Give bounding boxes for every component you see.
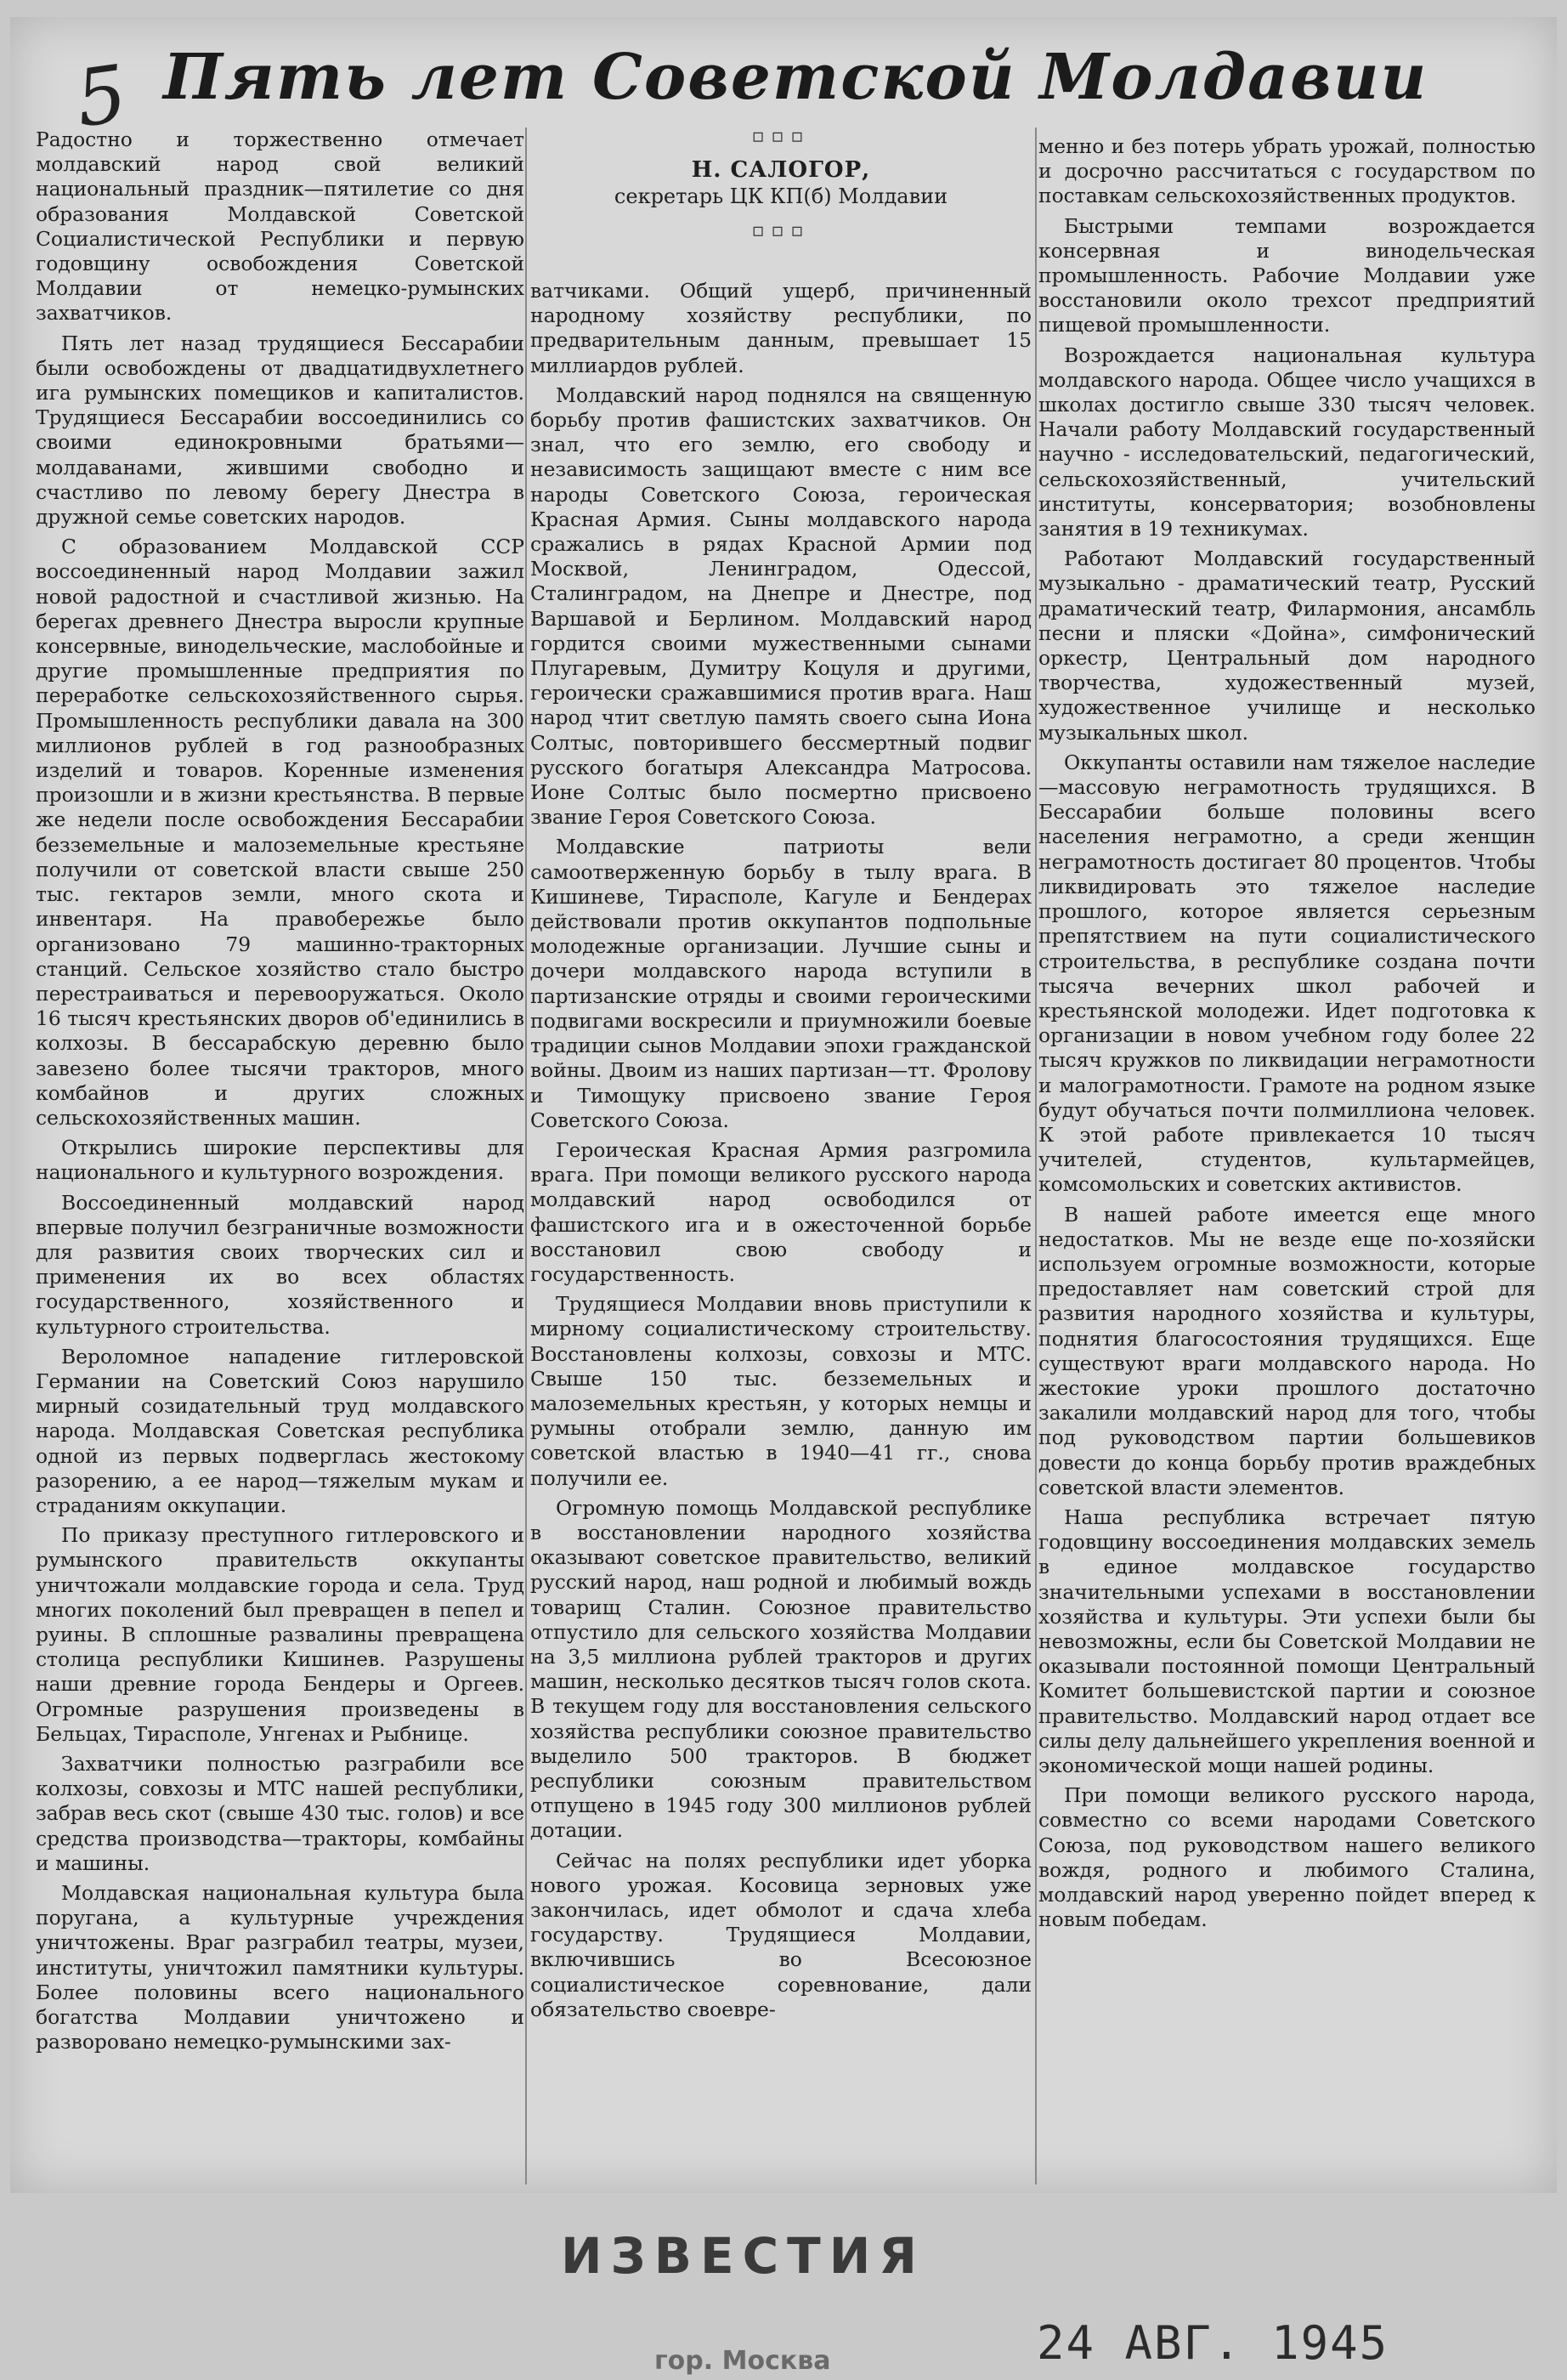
paragraph: С образованием Молдавской ССР воссоединенный народ Молдавии зажил новой радостной и счастливой жизнью. На берегах древнего Днестра выросли крупные консервные, винодельческие, маслобойные и другие промышленные предприятия по переработке сельскохозяйственного сырья. Промышленность республики давала на 300 миллионов рублей в год разнообразных изделий и товаров. Коренные изменения произошли и в жизни крестьянства. В первые же недели после освобождения Бессарабии безземельные и малоземельные крестьяне получили от советской власти свыше 250 тыс. гектаров земли, много скота и инвентаря. На правобережье было организовано 79 машинно-тракторных станций. Сельское хозяйство стало быстро перестраиваться и перевооружаться. Около 16 тысяч крестьянских дворов об'единились в колхозы. В бессарабскую деревню было завезено более тысячи тракторов, много комбайнов и других сложных сельскохозяйственных машин. [36, 535, 524, 1130]
newspaper-name-stamp: ИЗВЕСТИЯ [561, 2227, 925, 2285]
paragraph: Вероломное нападение гитлеровской Германии на Советский Союз нарушило мирный созидательный труд молдавского народа. Молдавская Советская республика одной из первых подверглась жестокому разорению, а ее народ—тяжелым мукам и страданиям оккупации. [36, 1344, 524, 1517]
paragraph: Наша республика встречает пятую годовщину воссоединения молдавских земель в единое молдавское государство значительными успехами в восстановлении хозяйства и культуры. Эти успехи были бы невозможны, если бы Советской Молдавии не оказывали постоянной помощи Центральный Комитет большевистской партии и союзное правительство. Молдавский народ отдает все силы делу дальнейшего укрепления военной и экономической мощи нашей родины. [1038, 1504, 1536, 1777]
paragraph: Открылись широкие перспективы для национального и культурного возрождения. [36, 1136, 524, 1185]
date-stamp: 24 АВГ. 1945 [1037, 2316, 1389, 2370]
paragraph: Сейчас на полях республики идет уборка нового урожая. Косовица зерновых уже закончилась, идет обмолот и сдача хлеба государству. Трудящиеся Молдавии, включившись во Всесоюзное социалистическое соревнование, дали обязательство своевре- [530, 1848, 1032, 2021]
paragraph: Героическая Красная Армия разгромила врага. При помощи великого русского народа молдавский народ освободился от фашистского ига и в ожесточенной борьбе восстановил свою свободу и государственность. [530, 1137, 1032, 1286]
paragraph: Молдавские патриоты вели самоотверженную борьбу в тылу врага. В Кишиневе, Тирасполе, Кагуле и Бендерах действовали против оккупантов подпольные молодежные организации. Лучшие сыны и дочери молдавского народа вступили в партизанские отряды и своими героическими подвигами воскресили и приумножили боевые традиции сынов Молдавии эпохи гражданской войны. Двоим из наших партизан—тт. Фролову и Тимощуку присвоено звание Героя Советского Союза. [530, 835, 1032, 1132]
paragraph: Возрождается национальная культура молдавского народа. Общее число учащихся в школах достигло свыше 330 тысяч человек. Начали работу Молдавский государственный научно - исследовательский, педагогический, сельскохозяйственный, учительский институты, консерватория; возобновлены занятия в 19 техникумах. [1038, 343, 1536, 541]
article-column-3 [1038, 134, 1536, 1937]
paragraph: менно и без потерь убрать урожай, полностью и досрочно рассчитаться с государством по поставкам сельскохозяйственных продуктов. [1038, 134, 1536, 208]
article-column-2 [530, 279, 1032, 2027]
paragraph: Трудящиеся Молдавии вновь приступили к мирному социалистическому строительству. Восстановлены колхозы, совхозы и МТС. Свыше 150 тыс. безземельных и малоземельных крестьян, у которых немцы и румыны отобрали землю, данную им советской властью в 1940—41 гг., снова получили ее. [530, 1292, 1032, 1490]
paragraph: Работают Молдавский государственный музыкально - драматический театр, Русский драматический театр, Филармония, ансамбль песни и пляски «Дойна», симфонический оркестр, Центральный дом народного творчества, художественный музей, художественное училище и несколько музыкальных школ. [1038, 547, 1536, 745]
newspaper-clipping [10, 17, 1557, 2193]
author-role: секретарь ЦК КП(б) Молдавии [614, 184, 948, 208]
handwritten-number: 5 [70, 48, 133, 145]
paragraph: Захватчики полностью разграбили все колхозы, совхозы и МТС нашей республики, забрав весь скот (свыше 430 тыс. голов) и все средства производства—тракторы, комбайны и машины. [36, 1752, 524, 1875]
paragraph: Радостно и торжественно отмечает молдавский народ свой великий национальный праздник—пятилетие со дня образования Молдавской Советской Социалистической Республики и первую годовщину освобождения Советской Молдавии от немецко-румынских захватчиков. [36, 128, 524, 326]
paragraph: Пять лет назад трудящиеся Бессарабии были освобождены от двадцатидвухлетнего ига румынских помещиков и капиталистов. Трудящиеся Бессарабии воссоединились со своими единокровными братьями—молдаванами, жившими свободно и счастливо по левому берегу Днестра в дружной семье советских народов. [36, 331, 524, 530]
article-headline: Пять лет Советской Молдавии [163, 41, 1428, 114]
paragraph: Молдавский народ поднялся на священную борьбу против фашистских захватчиков. Он знал, что его землю, его свободу и независимость защищают вместе с ним все народы Советского Союза, героическая Красная Армия. Сыны молдавского народа сражались в рядах Красной Армии под Москвой, Ленинградом, Одессой, Сталинградом, на Днепре и Днестре, под Варшавой и Берлином. Молдавский народ гордится своими мужественными сынами Плугаревым, Думитру Коцуля и другими, героически сражавшимися против врага. Наш народ чтит светлую память своего сына Иона Солтыс, повторившего бессмертный подвиг русского богатыря Александра Матросова. Ионе Солтыс было посмертно присвоено звание Героя Советского Союза. [530, 382, 1032, 830]
paragraph: Быстрыми темпами возрождается консервная и винодельческая промышленность. Рабочие Молдавии уже восстановили около трехсот предприятий пищевой промышленности. [1038, 213, 1536, 337]
paragraph: По приказу преступного гитлеровского и румынского правительств оккупанты уничтожали молдавские города и села. Труд многих поколений был превращен в пепел и руины. В сплошные развалины превращена столица республики Кишинев. Разрушены наши древние города Бендеры и Оргеев. Огромные разрушения произведены в Бельцах, Тирасполе, Унгенах и Рыбнице. [36, 1523, 524, 1746]
paragraph: В нашей работе имеется еще много недостатков. Мы не везде еще по-хозяйски используем огромные возможности, которые предоставляет нам советский строй для развития народного хозяйства и культуры, поднятия благосостояния трудящихся. Еще существуют враги молдавского народа. Но жестокие уроки прошлого достаточно закалили молдавский народ для того, чтобы под руководством партии большевиков довести до конца борьбу против враждебных советской власти элементов. [1038, 1202, 1536, 1499]
ornament: ▫▫▫ [751, 220, 811, 241]
article-column-1 [36, 128, 524, 2060]
paragraph: Молдавская национальная культура была поругана, а культурные учреждения уничтожены. Враг разграбил театры, музеи, институты, уничтожил памятники культуры. Более половины всего национального богатства Молдавии уничтожено и разворовано немецко-румынскими зах- [36, 1881, 524, 2054]
newspaper-city-stamp: гор. Москва [654, 2346, 831, 2376]
paragraph: Оккупанты оставили нам тяжелое наследие —массовую неграмотность трудящихся. В Бессарабии больше половины всего населения неграмотно, а среди женщин неграмотность достигает 80 процентов. Чтобы ликвидировать это тяжелое наследие прошлого, которое является серьезным препятствием на пути социалистического строительства, в республике создана почти тысяча вечерних школ рабочей и крестьянской молодежи. Идет подготовка к организации в новом учебном году более 22 тысяч кружков по ликвидации неграмотности и малограмотности. Грамоте на родном языке будут обучаться почти полмиллиона человек. К этой работе привлекается 10 тысяч учителей, студентов, культармейцев, комсомольских и советских активистов. [1038, 750, 1536, 1197]
paragraph: Воссоединенный молдавский народ впервые получил безграничные возможности для развития своих творческих сил и применения их во всех областях государственного, хозяйственного и культурного строительства. [36, 1190, 524, 1339]
paragraph: При помощи великого русского народа, совместно со всеми народами Советского Союза, под руководством нашего великого вождя, родного и любимого Сталина, молдавский народ уверенно пойдет вперед к новым победам. [1038, 1783, 1536, 1932]
column-divider [525, 128, 527, 2184]
column-divider [1035, 128, 1037, 2184]
author-name: Н. САЛОГОР, [691, 157, 871, 183]
paragraph: Огромную помощь Молдавской республике в восстановлении народного хозяйства оказывают советское правительство, великий русский народ, наш родной и любимый вождь товарищ Сталин. Союзное правительство отпустило для сельского хозяйства Молдавии на 3,5 миллиона рублей тракторов и других машин, несколько десятков тысяч голов скота. В текущем году для восстановления сельского хозяйства республики союзное правительство выделило 500 тракторов. В бюджет республики союзным правительством отпущено в 1945 году 300 миллионов рублей дотации. [530, 1495, 1032, 1843]
paragraph: ватчиками. Общий ущерб, причиненный народному хозяйству республики, по предварительным данным, превышает 15 миллиардов рублей. [530, 279, 1032, 377]
ornament: ▫▫▫ [751, 126, 811, 147]
byline [530, 126, 1032, 241]
